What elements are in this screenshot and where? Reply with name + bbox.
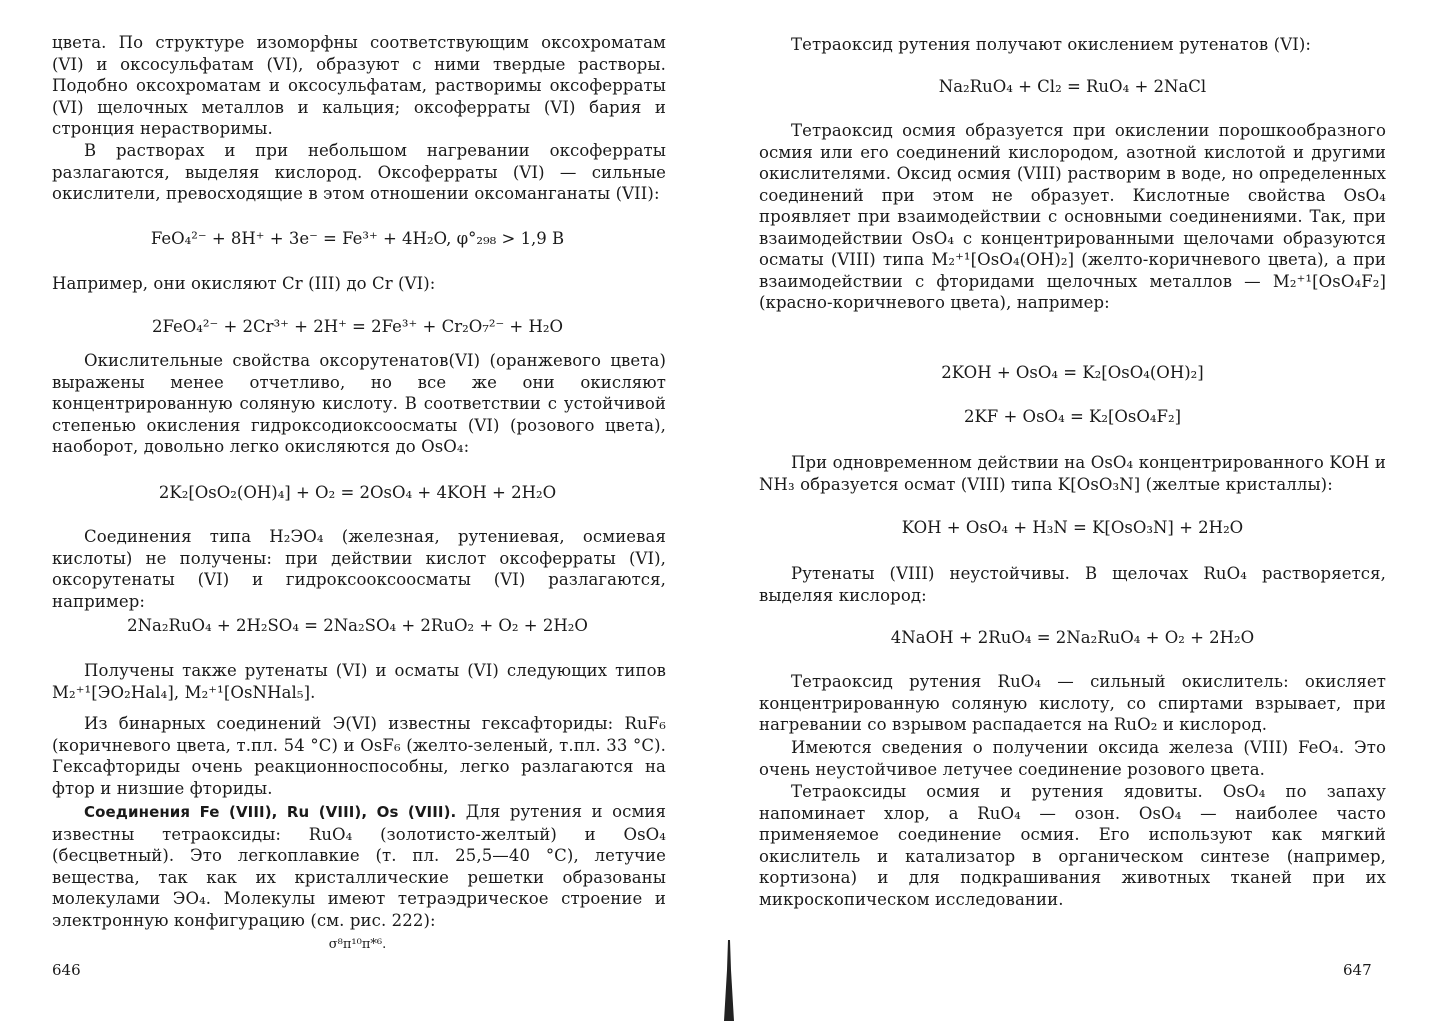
paragraph: Тетраоксид осмия образуется при окислении порошкообразного осмия или его соединений кислородом, азотной кислотой и другими окислителями. Оксид осмия (VIII) растворим в воде, но определенных соединений при этом не образует. Кислотные свойства OsO₄ проявляет при взаимодействии с основными соединениями. Так, при взаимодействии OsO₄ с концентрированными щелочами образуются осматы (VIII) типа M₂⁺¹[OsO₄(OH)₂] (желто-коричневого цвета), а при взаимодействии с фторидами щелочных металлов — M₂⁺¹[OsO₄F₂] (красно-коричневого цвета), например: — [759, 121, 1386, 312]
equation: 2KF + OsO₄ = K₂[OsO₄F₂] — [963, 407, 1182, 426]
equation: σ⁸π¹⁰π*⁶. — [328, 937, 387, 952]
equation: KOH + OsO₄ + H₃N = K[OsO₃N] + 2H₂O — [901, 518, 1244, 537]
page-number: 647 — [1343, 961, 1372, 979]
paragraph-text: Для рутения и осмия известны тетраоксиды: RuO₄ (золотисто-желтый) и OsO₄ (бесцветный). Это легкоплавкие (т. пл. 25,5—40 °C), летучие вещества, так как их кристаллические решетки образованы молекулами ЭO₄. Молекулы имеют тетраэдрическое строение и электронную конфигурацию (см. рис. 222): — [52, 802, 666, 930]
equation: FeO₄²⁻ + 8H⁺ + 3e⁻ = Fe³⁺ + 4H₂O, φ°₂₉₈ > 1,9 В — [150, 229, 565, 248]
book-spine-shadow — [722, 940, 736, 1021]
equation: Na₂RuO₄ + Cl₂ = RuO₄ + 2NaCl — [938, 77, 1207, 96]
paragraph: Соединения типа H₂ЭO₄ (железная, рутениевая, осмиевая кислоты) не получены: при действии кислот оксоферраты (VI), оксорутенаты (VI) и гидроксооксоосматы (VI) разлагаются, например: — [52, 527, 666, 611]
paragraph: Из бинарных соединений Э(VI) известны гексафториды: RuF₆ (коричневого цвета, т.пл. 54 °C) и OsF₆ (желто-зеленый, т.пл. 33 °C). Гексафториды очень реакционноспособны, легко разлагаются на фтор и низшие фториды. — [52, 714, 666, 798]
paragraph: Имеются сведения о получении оксида железа (VIII) FeO₄. Это очень неустойчивое летучее соединение розового цвета. — [759, 738, 1386, 779]
equation: 2K₂[OsO₂(OH)₄] + O₂ = 2OsO₄ + 4KOH + 2H₂O — [158, 483, 557, 502]
paragraph: Например, они окисляют Cr (III) до Cr (VI): — [52, 274, 436, 293]
paragraph: Тетраоксиды осмия и рутения ядовиты. OsO₄ по запаху напоминает хлор, а RuO₄ — озон. OsO₄ — наиболее часто применяемое соединение осмия. Его используют как мягкий окислитель и катализатор в органическом синтезе (например, кортизона) и для подкрашивания животных тканей при их микроскопическом исследовании. — [759, 782, 1386, 909]
paragraph: Окислительные свойства оксорутенатов(VI) (оранжевого цвета) выражены менее отчетливо, но все же они окисляют концентрированную соляную кислоту. В соответствии с устойчивой степенью окисления гидроксодиоксоосматы (VI) (розового цвета), наоборот, довольно легко окисляются до OsO₄: — [52, 351, 666, 456]
paragraph: В растворах и при небольшом нагревании оксоферраты разлагаются, выделяя кислород. Оксоферраты (VI) — сильные окислители, превосходящие в этом отношении оксоманганаты (VII): — [52, 141, 666, 203]
paragraph: Тетраоксид рутения получают окислением рутенатов (VI): — [791, 35, 1312, 54]
paragraph — [52, 801, 666, 931]
page-number: 646 — [52, 961, 81, 979]
paragraph: Получены также рутенаты (VI) и осматы (VI) следующих типов M₂⁺¹[ЭO₂Hal₄], M₂⁺¹[OsNHal₅]. — [52, 661, 666, 702]
equation: 4NaOH + 2RuO₄ = 2Na₂RuO₄ + O₂ + 2H₂O — [890, 628, 1255, 647]
equation: 2KOH + OsO₄ = K₂[OsO₄(OH)₂] — [941, 363, 1204, 382]
paragraph: При одновременном действии на OsO₄ концентрированного KOH и NH₃ образуется осмат (VIII) типа K[OsO₃N] (желтые кристаллы): — [759, 453, 1386, 494]
right-page — [715, 0, 1430, 1021]
paragraph: Тетраоксид рутения RuO₄ — сильный окислитель: окисляет концентрированную соляную кислоту, со спиртами взрывает, при нагревании со взрывом распадается на RuO₂ и кислород. — [759, 672, 1386, 734]
paragraph: цвета. По структуре изоморфны соответствующим оксохроматам (VI) и оксосульфатам (VI), образуют с ними твердые растворы. Подобно оксохроматам и оксосульфатам, растворимы оксоферраты (VI) щелочных металлов и кальция; оксоферраты (VI) бария и стронция нерастворимы. — [52, 33, 666, 138]
paragraph: Рутенаты (VIII) неустойчивы. В щелочах RuO₄ растворяется, выделяя кислород: — [759, 564, 1386, 605]
equation: 2FeO₄²⁻ + 2Cr³⁺ + 2H⁺ = 2Fe³⁺ + Cr₂O₇²⁻ + H₂O — [151, 317, 564, 336]
section-heading: Соединения Fe (VIII), Ru (VIII), Os (VIII). — [84, 803, 457, 821]
equation: 2Na₂RuO₄ + 2H₂SO₄ = 2Na₂SO₄ + 2RuO₂ + O₂ + 2H₂O — [127, 616, 588, 635]
